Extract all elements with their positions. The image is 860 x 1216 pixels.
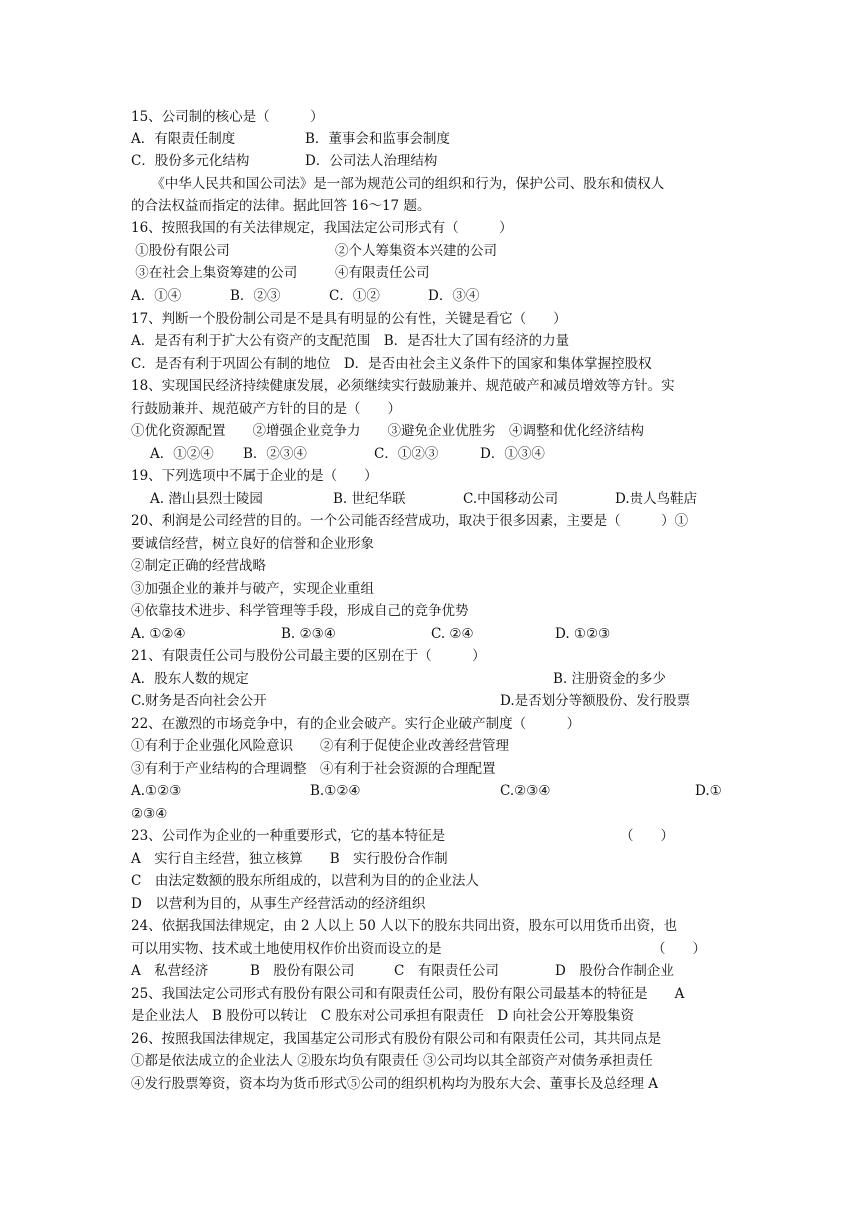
question-20-stem-1: 20、利润是公司经营的目的。一个公司能否经营成功，取决于很多因素，主要是（ ）① — [131, 513, 689, 529]
question-22-stem: 22、在激烈的市场竞争中，有的企业会破产。实行企业破产制度（ ） — [131, 716, 581, 732]
question-20-option-b: B. ②③④ — [281, 626, 336, 642]
question-16-option-b: B．②③ — [230, 288, 281, 304]
question-16-option-d: D．③④ — [428, 288, 480, 304]
question-22-option-b: B.①②④ — [310, 783, 361, 799]
question-26-stem-1: 26、按照我国法律规定，我国基定公司形式有股份有限公司和有限责任公司，其共同点是 — [131, 1031, 662, 1047]
question-25-stem-1: 25、我国法定公司形式有股份有限公司和有限责任公司，股份有限公司最基本的特征是 A — [131, 986, 685, 1002]
question-20-item-2: ②制定正确的经营战略 — [131, 558, 266, 574]
question-25-stem-2: 是企业法人 B 股份可以转让 C 股东对公司承担有限责任 D 向社会公开筹股集资 — [131, 1008, 634, 1024]
question-22-option-c: C.②③④ — [500, 783, 551, 799]
question-16-option-a: A．①④ — [131, 288, 182, 304]
question-21-stem: 21、有限责任公司与股份公司最主要的区别在于（ ） — [131, 648, 486, 664]
question-21-option-c: C.财务是否向社会公开 — [131, 693, 267, 709]
question-19-option-b: B. 世纪华联 — [333, 491, 406, 507]
question-17-options-ab: A．是否有利于扩大公有资产的支配范围 B．是否壮大了国有经济的力量 — [131, 333, 570, 349]
question-19-option-c: C.中国移动公司 — [463, 491, 559, 507]
question-18-stem-2: 行鼓励兼并、规范破产方针的目的是（ ） — [131, 401, 401, 417]
question-16-item-2: ②个人筹集资本兴建的公司 — [335, 243, 497, 259]
question-16-item-3: ③在社会上集资筹建的公司 — [131, 265, 298, 281]
question-15-option-b: B．董事会和监事会制度 — [305, 131, 450, 147]
question-15-option-c: C．股份多元化结构 — [131, 153, 250, 169]
question-18-stem-1: 18、实现国民经济持续健康发展，必须继续实行鼓励兼并、规范破产和减员增效等方针。实 — [131, 378, 675, 394]
question-24-stem-2: 可以用实物、技术或土地使用权作价出资而设立的是 — [131, 941, 442, 957]
question-19-stem: 19、下列选项中不属于企业的是（ ） — [131, 468, 378, 484]
question-22-option-d-cont: ②③④ — [131, 806, 168, 822]
question-20-item-4: ④依靠技术进步、科学管理等手段，形成自己的竞争优势 — [131, 603, 469, 619]
passage-line-1: 《中华人民共和国公司法》是一部为规范公司的组织和行为，保护公司、股东和债权人 — [131, 176, 665, 192]
question-24-option-d: D 股份合作制企业 — [555, 963, 674, 979]
question-18-option-a: A．①②④ — [150, 446, 214, 462]
question-16-stem: 16、按照我国的有关法律规定，我国法定公司形式有（ ） — [131, 220, 513, 236]
passage-line-2: 的合法权益而指定的法律。据此回答 16～17 题。 — [131, 198, 431, 214]
question-26-stem-3: ④发行股票筹资，资本均为货币形式⑤公司的组织机构均为股东大会、董事长及总经理 A — [131, 1076, 659, 1092]
question-23-option-d: D 以营利为目的，从事生产经营活动的经济组织 — [131, 896, 426, 912]
question-18-option-b: B．②③④ — [243, 446, 307, 462]
question-15-option-a: A．有限责任制度 — [131, 131, 236, 147]
question-23-option-c: C 由法定数额的股东所组成的，以营利为目的的企业法人 — [131, 873, 479, 889]
question-21-option-a: A．股东人数的规定 — [131, 671, 249, 687]
question-23-answer-paren: （ ） — [620, 828, 674, 844]
question-22-option-d: D.① — [695, 783, 722, 799]
question-18-option-c: C．①②③ — [374, 446, 439, 462]
question-20-option-a: A. ①②④ — [131, 626, 186, 642]
question-16-item-4: ④有限责任公司 — [335, 265, 430, 281]
question-15-stem: 15、公司制的核心是（ ） — [131, 109, 324, 125]
question-24-option-c: C 有限责任公司 — [394, 963, 499, 979]
question-22-items-34: ③有利于产业结构的合理调整 ④有利于社会资源的合理配置 — [131, 761, 496, 777]
question-26-stem-2: ①都是依法成立的企业法人 ②股东均负有限责任 ③公司均以其全部资产对债务承担责任 — [131, 1053, 653, 1069]
question-16-option-c: C．①② — [329, 288, 380, 304]
question-15-option-d: D．公司法人治理结构 — [305, 153, 438, 169]
question-21-option-d: D.是否划分等额股份、发行股票 — [500, 693, 691, 709]
question-22-option-a: A.①②③ — [131, 783, 182, 799]
question-24-answer-paren: （ ） — [652, 941, 706, 957]
question-19-option-a: A. 潜山县烈士陵园 — [150, 491, 263, 507]
question-20-option-c: C. ②④ — [431, 626, 474, 642]
question-19-option-d: D.贵人鸟鞋店 — [615, 491, 698, 507]
question-20-item-3: ③加强企业的兼并与破产，实现企业重组 — [131, 581, 374, 597]
question-20-stem-2: 要诚信经营，树立良好的信誉和企业形象 — [131, 536, 374, 552]
question-24-option-a: A 私营经济 — [131, 963, 209, 979]
question-17-stem: 17、判断一个股份制公司是不是具有明显的公有性，关键是看它（ ） — [131, 311, 567, 327]
question-16-item-1: ①股份有限公司 — [131, 243, 230, 259]
question-22-items-12: ①有利于企业强化风险意识 ②有利于促使企业改善经营管理 — [131, 738, 509, 754]
question-23-options-ab: A 实行自主经营，独立核算 B 实行股份合作制 — [131, 851, 448, 867]
question-20-option-d: D. ①②③ — [555, 626, 611, 642]
question-17-options-cd: C．是否有利于巩固公有制的地位 D．是否由社会主义条件下的国家和集体掌握控股权 — [131, 356, 652, 372]
question-21-option-b: B. 注册资金的多少 — [553, 671, 667, 687]
question-23-stem: 23、公司作为企业的一种重要形式，它的基本特征是 — [131, 828, 446, 844]
question-18-option-d: D．①③④ — [480, 446, 545, 462]
question-18-items: ①优化资源配置 ②增强企业竞争力 ③避免企业优胜劣 ④调整和优化经济结构 — [131, 423, 644, 439]
question-24-stem-1: 24、依据我国法律规定，由 2 人以上 50 人以下的股东共同出资，股东可以用货币出资，也 — [131, 918, 678, 934]
question-24-option-b: B 股份有限公司 — [250, 963, 355, 979]
